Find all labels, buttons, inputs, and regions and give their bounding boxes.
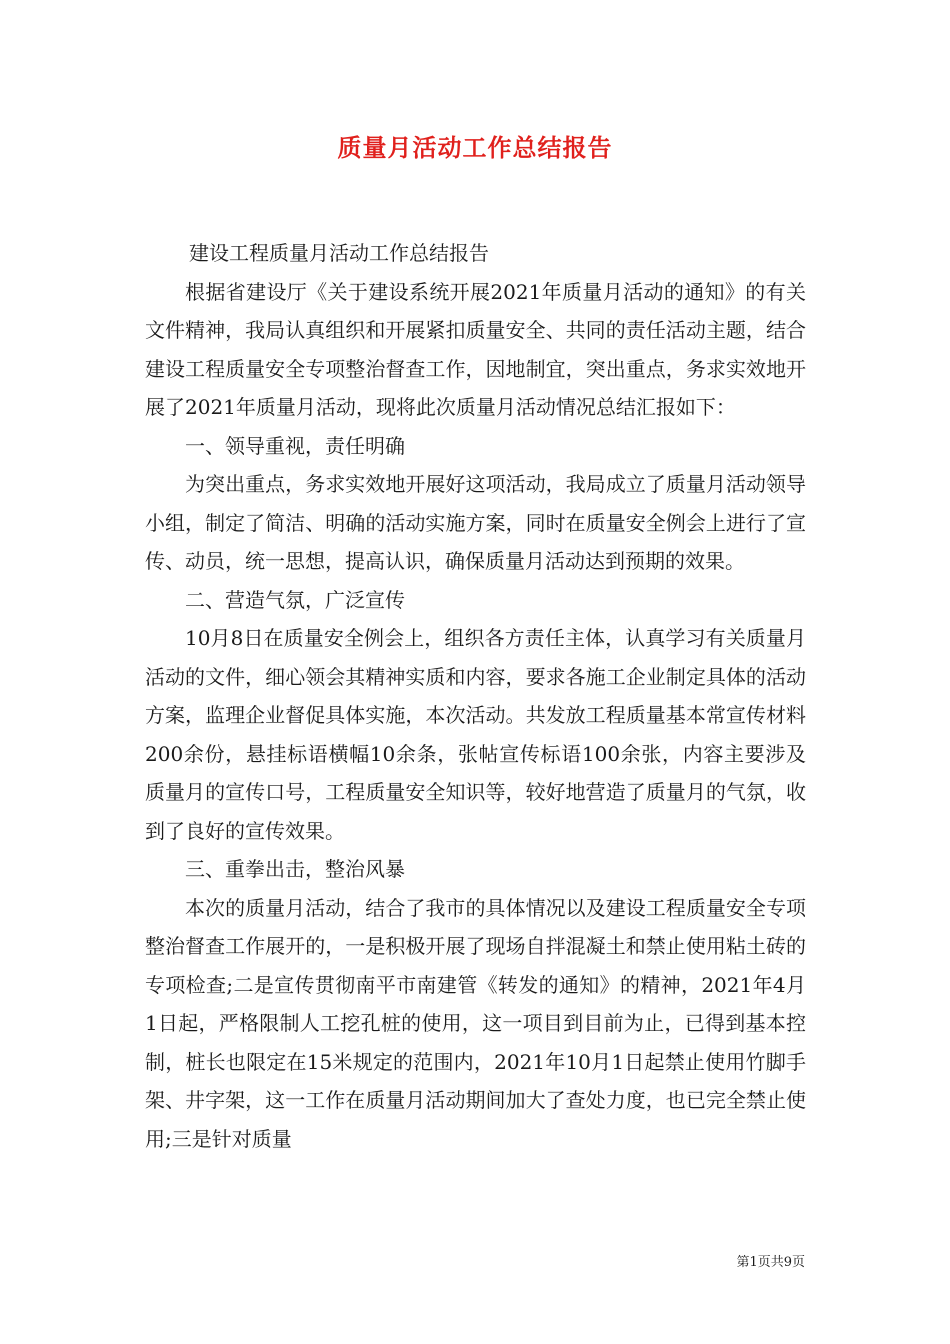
intro-paragraph: 根据省建设厅《关于建设系统开展2021年质量月活动的通知》的有关文件精神，我局认真组织和开展紧扣质量安全、共同的责任活动主题，结合建设工程质量安全专项整治督查工作，因地制宜，突出重点，务求实效地开展了2021年质量月活动，现将此次质量月活动情况总结汇报如下： (145, 279, 806, 419)
section-heading-1: 一、领导重视，责任明确 (185, 433, 405, 458)
section-heading-3: 三、重拳出击，整治风暴 (185, 857, 405, 881)
section-paragraph-2: 10月8日在质量安全例会上，组织各方责任主体，认真学习有关质量月活动的文件，细心领会其精神实质和内容，要求各施工企业制定具体的活动方案，监理企业督促具体实施，本次活动。共发放工程质量基本常宣传材料200余份，悬挂标语横幅10余条，张帖宣传标语100余张，内容主要涉及质量月的宣传口号，工程质量安全知识等，较好地营造了质量月的气氛，收到了良好的宣传效果。 (145, 626, 806, 843)
report-subtitle: 建设工程质量月活动工作总结报告 (189, 241, 489, 265)
document-title: 质量月活动工作总结报告 (337, 133, 613, 162)
page-number-footer: 第1页共9页 (736, 1255, 805, 1270)
document-body (145, 234, 806, 1158)
section-heading-2: 二、营造气氛，广泛宣传 (185, 587, 405, 612)
section-paragraph-1: 为突出重点，务求实效地开展好这项活动，我局成立了质量月活动领导小组，制定了简洁、明确的活动实施方案，同时在质量安全例会上进行了宣传、动员，统一思想，提高认识，确保质量月活动达到预期的效果。 (145, 472, 806, 573)
section-paragraph-3: 本次的质量月活动，结合了我市的具体情况以及建设工程质量安全专项整治督查工作展开的，一是积极开展了现场自拌混凝土和禁止使用粘土砖的专项检查;二是宣传贯彻南平市南建管《转发的通知》的精神，2021年4月1日起，严格限制人工挖孔桩的使用，这一项目到目前为止，已得到基本控制，桩长也限定在15米规定的范围内，2021年10月1日起禁止使用竹脚手架、井字架，这一工作在质量月活动期间加大了查处力度，也已完全禁止使用;三是针对质量 (145, 895, 806, 1151)
